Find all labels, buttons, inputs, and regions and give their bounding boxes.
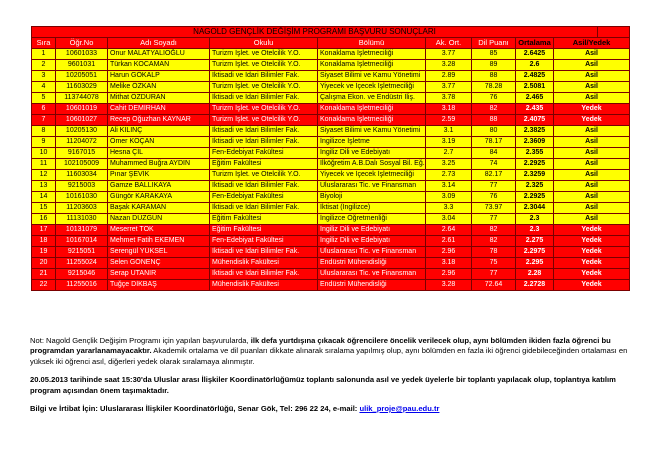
table-row bbox=[32, 104, 630, 115]
school-cell: Fen-Edebiyat Fakültesi bbox=[210, 236, 318, 247]
student-name-cell: Meserret TOK bbox=[108, 225, 210, 236]
department-cell: İngiliz Dili ve Edebiyatı bbox=[318, 225, 426, 236]
language-score-cell: 74 bbox=[472, 159, 516, 170]
status-cell: Yedek bbox=[554, 104, 630, 115]
table-row bbox=[32, 181, 630, 192]
col-header-ak-ort: Ak. Ort. bbox=[426, 38, 472, 49]
student-number-cell: 11255024 bbox=[56, 258, 108, 269]
table-header-row bbox=[32, 38, 630, 49]
department-cell: Endüstri Mühendisliği bbox=[318, 258, 426, 269]
table-row bbox=[32, 148, 630, 159]
student-name-cell: Serap UTANIR bbox=[108, 269, 210, 280]
language-score-cell: 77 bbox=[472, 181, 516, 192]
overall-average-cell: 2.6 bbox=[516, 60, 554, 71]
student-name-cell: Tuğçe DİKBAŞ bbox=[108, 280, 210, 291]
department-cell: Uluslararası Tic. ve Finansman bbox=[318, 181, 426, 192]
student-name-cell: Cahit DEMİRHAN bbox=[108, 104, 210, 115]
school-cell: Mühendislik Fakültesi bbox=[210, 280, 318, 291]
student-number-cell: 10601033 bbox=[56, 49, 108, 60]
school-cell: Mühendislik Fakültesi bbox=[210, 258, 318, 269]
col-header-adi-soyadi: Adı Soyadı bbox=[108, 38, 210, 49]
status-cell: Yedek bbox=[554, 269, 630, 280]
overall-average-cell: 2.275 bbox=[516, 236, 554, 247]
student-name-cell: Başak KARAMAN bbox=[108, 203, 210, 214]
selection-note bbox=[30, 336, 636, 367]
row-number-cell: 21 bbox=[32, 269, 56, 280]
student-name-cell: Güngör KARAKAYA bbox=[108, 192, 210, 203]
academic-average-cell: 2.73 bbox=[426, 170, 472, 181]
table-row bbox=[32, 71, 630, 82]
academic-average-cell: 3.04 bbox=[426, 214, 472, 225]
student-number-cell: 11603029 bbox=[56, 82, 108, 93]
row-number-cell: 8 bbox=[32, 126, 56, 137]
status-cell: Asil bbox=[554, 192, 630, 203]
school-cell: İktisadi ve İdari Bilimler Fak. bbox=[210, 269, 318, 280]
note-detail: Akademik ortalama ve dil puanları dikkate alınarak sıralama yapılmış olup, aynı bölümden en fazla iki öğrenci gidebileceğinden ortalaması en yüksek iki öğrenci asıl, diğerleri yedek olarak sıralamaya alınmıştır. bbox=[30, 346, 628, 366]
row-number-cell: 14 bbox=[32, 192, 56, 203]
student-name-cell: Melike ÖZKAN bbox=[108, 82, 210, 93]
student-number-cell: 10167014 bbox=[56, 236, 108, 247]
student-number-cell: 10601027 bbox=[56, 115, 108, 126]
status-cell: Asil bbox=[554, 93, 630, 104]
student-number-cell: 11203603 bbox=[56, 203, 108, 214]
contact-line: Bilgi ve İrtibat İçin: Uluslararası İlişkiler Koordinatörlüğü, Senar Gök, Tel: 296 22 24, e-mail: ulik_proje@pau.edu.tr bbox=[30, 404, 440, 414]
student-number-cell: 10161030 bbox=[56, 192, 108, 203]
school-cell: İktisadi ve İdari Bilimler Fak. bbox=[210, 181, 318, 192]
row-number-cell: 12 bbox=[32, 170, 56, 181]
status-cell: Yedek bbox=[554, 258, 630, 269]
student-name-cell: Ali KILINÇ bbox=[108, 126, 210, 137]
status-cell: Yedek bbox=[554, 280, 630, 291]
note-intro: Not: Nagold Gençlik Değişim Programı için yapılan başvurularda, bbox=[30, 336, 251, 345]
overall-average-cell: 2.3259 bbox=[516, 170, 554, 181]
student-name-cell: Recep Oğuzhan KAYNAR bbox=[108, 115, 210, 126]
student-number-cell: 10601019 bbox=[56, 104, 108, 115]
school-cell: Eğitim Fakültesi bbox=[210, 225, 318, 236]
student-number-cell: 11603034 bbox=[56, 170, 108, 181]
school-cell: Turizm İşlet. ve Otelcilik Y.O. bbox=[210, 49, 318, 60]
school-cell: Fen-Edebiyat Fakültesi bbox=[210, 148, 318, 159]
academic-average-cell: 3.77 bbox=[426, 49, 472, 60]
overall-average-cell: 2.5081 bbox=[516, 82, 554, 93]
row-number-cell: 11 bbox=[32, 159, 56, 170]
overall-average-cell: 2.435 bbox=[516, 104, 554, 115]
academic-average-cell: 3.18 bbox=[426, 104, 472, 115]
table-row bbox=[32, 126, 630, 137]
status-cell: Asil bbox=[554, 148, 630, 159]
row-number-cell: 10 bbox=[32, 148, 56, 159]
table-row bbox=[32, 203, 630, 214]
student-number-cell: 11255016 bbox=[56, 280, 108, 291]
row-number-cell: 18 bbox=[32, 236, 56, 247]
student-number-cell: 10205051 bbox=[56, 71, 108, 82]
table-row bbox=[32, 159, 630, 170]
school-cell: Turizm İşlet. ve Otelcilik Y.O. bbox=[210, 60, 318, 71]
student-name-cell: Mehmet Fatih EKEMEN bbox=[108, 236, 210, 247]
department-cell: Konaklama İşletmeciliği bbox=[318, 104, 426, 115]
language-score-cell: 77 bbox=[472, 214, 516, 225]
email-link[interactable]: ulik_proje@pau.edu.tr bbox=[359, 404, 440, 414]
student-number-cell: 9215046 bbox=[56, 269, 108, 280]
student-name-cell: Mithat ÖZDURAN bbox=[108, 93, 210, 104]
row-number-cell: 19 bbox=[32, 247, 56, 258]
status-cell: Yedek bbox=[554, 247, 630, 258]
academic-average-cell: 3.78 bbox=[426, 93, 472, 104]
row-number-cell: 7 bbox=[32, 115, 56, 126]
table-row bbox=[32, 93, 630, 104]
department-cell: Yiyecek ve İçecek İşletmeciliği bbox=[318, 170, 426, 181]
department-cell: Yiyecek ve İçecek İşletmeciliği bbox=[318, 82, 426, 93]
language-score-cell: 76 bbox=[472, 192, 516, 203]
student-name-cell: Nazan DÜZGÜN bbox=[108, 214, 210, 225]
student-name-cell: Harun GÖKALP bbox=[108, 71, 210, 82]
status-cell: Asil bbox=[554, 181, 630, 192]
status-cell: Asil bbox=[554, 60, 630, 71]
academic-average-cell: 3.18 bbox=[426, 258, 472, 269]
status-cell: Yedek bbox=[554, 236, 630, 247]
col-header-bolumu: Bölümü bbox=[318, 38, 426, 49]
school-cell: Turizm İşlet. ve Otelcilik Y.O. bbox=[210, 104, 318, 115]
row-number-cell: 13 bbox=[32, 181, 56, 192]
meeting-note: 20.05.2013 tarihinde saat 15:30'da Uluslar arası İlişkiler Koordinatörlüğümüz toplantı salonunda asıl ve yedek üyelerle bir toplantı yapılacak olup, toplantıya katılım program açısından önem taşımaktadır. bbox=[30, 375, 616, 395]
language-score-cell: 82.17 bbox=[472, 170, 516, 181]
language-score-cell: 82 bbox=[472, 225, 516, 236]
academic-average-cell: 3.1 bbox=[426, 126, 472, 137]
department-cell: İngiliz Dili ve Edebiyatı bbox=[318, 236, 426, 247]
student-name-cell: Selen GÖNENÇ bbox=[108, 258, 210, 269]
school-cell: İktisadi ve İdari Bilimler Fak. bbox=[210, 137, 318, 148]
language-score-cell: 76 bbox=[472, 93, 516, 104]
status-cell: Asil bbox=[554, 82, 630, 93]
results-table bbox=[31, 26, 630, 291]
student-number-cell: 9215003 bbox=[56, 181, 108, 192]
language-score-cell: 78.28 bbox=[472, 82, 516, 93]
student-name-cell: Muhammed Buğra AYDIN bbox=[108, 159, 210, 170]
col-header-dil-puani: Dil Puanı bbox=[472, 38, 516, 49]
language-score-cell: 88 bbox=[472, 115, 516, 126]
language-score-cell: 72.64 bbox=[472, 280, 516, 291]
academic-average-cell: 3.28 bbox=[426, 280, 472, 291]
school-cell: Turizm İşlet. ve Otelcilik Y.O. bbox=[210, 115, 318, 126]
student-number-cell: 113744078 bbox=[56, 93, 108, 104]
department-cell: Endüstri Mühendisliği bbox=[318, 280, 426, 291]
overall-average-cell: 2.3 bbox=[516, 225, 554, 236]
department-cell: Konaklama İşletmeciliği bbox=[318, 60, 426, 71]
school-cell: İktisadi ve İdari Bilimler Fak. bbox=[210, 71, 318, 82]
student-number-cell: 9215051 bbox=[56, 247, 108, 258]
table-row bbox=[32, 225, 630, 236]
overall-average-cell: 2.4825 bbox=[516, 71, 554, 82]
student-name-cell: Serengül YÜKSEL bbox=[108, 247, 210, 258]
department-cell: İktisat (İngilizce) bbox=[318, 203, 426, 214]
language-score-cell: 77 bbox=[472, 269, 516, 280]
academic-average-cell: 3.28 bbox=[426, 60, 472, 71]
language-score-cell: 78 bbox=[472, 247, 516, 258]
overall-average-cell: 2.2975 bbox=[516, 247, 554, 258]
student-name-cell: Pınar ŞEVİK bbox=[108, 170, 210, 181]
note-emphasis: ilk defa yurtdışına çıkacak öğrencilere öncelik verilecek olup, aynı bölümden ikiden fazla öğrenci bu programdan yararlanamayacaktır. bbox=[30, 336, 611, 356]
status-cell: Asil bbox=[554, 170, 630, 181]
table-row bbox=[32, 192, 630, 203]
table-row bbox=[32, 82, 630, 93]
language-score-cell: 85 bbox=[472, 49, 516, 60]
department-cell: Çalışma Ekon. ve Endüstri İliş. bbox=[318, 93, 426, 104]
row-number-cell: 20 bbox=[32, 258, 56, 269]
school-cell: Turizm İşlet. ve Otelcilik Y.O. bbox=[210, 170, 318, 181]
student-number-cell: 9601031 bbox=[56, 60, 108, 71]
status-cell: Asil bbox=[554, 137, 630, 148]
department-cell: İlköğretim A.B.Dalı Sosyal Bil. Eğ. bbox=[318, 159, 426, 170]
table-row bbox=[32, 170, 630, 181]
row-number-cell: 1 bbox=[32, 49, 56, 60]
school-cell: Eğitim Fakültesi bbox=[210, 214, 318, 225]
overall-average-cell: 2.3609 bbox=[516, 137, 554, 148]
language-score-cell: 73.97 bbox=[472, 203, 516, 214]
overall-average-cell: 2.295 bbox=[516, 258, 554, 269]
overall-average-cell: 2.325 bbox=[516, 181, 554, 192]
overall-average-cell: 2.28 bbox=[516, 269, 554, 280]
language-score-cell: 75 bbox=[472, 258, 516, 269]
language-score-cell: 82 bbox=[472, 236, 516, 247]
department-cell: Siyaset Bilimi ve Kamu Yönetimi bbox=[318, 71, 426, 82]
language-score-cell: 88 bbox=[472, 71, 516, 82]
academic-average-cell: 3.3 bbox=[426, 203, 472, 214]
department-cell: İngiliz Dili ve Edebiyatı bbox=[318, 148, 426, 159]
row-number-cell: 2 bbox=[32, 60, 56, 71]
overall-average-cell: 2.2925 bbox=[516, 159, 554, 170]
overall-average-cell: 2.2728 bbox=[516, 280, 554, 291]
student-name-cell: Türkan KOCAMAN bbox=[108, 60, 210, 71]
col-header-asil-yedek: Asil/Yedek bbox=[554, 38, 630, 49]
status-cell: Asil bbox=[554, 126, 630, 137]
academic-average-cell: 3.25 bbox=[426, 159, 472, 170]
table-row bbox=[32, 49, 630, 60]
status-cell: Asil bbox=[554, 49, 630, 60]
school-cell: Fen-Edebiyat Fakültesi bbox=[210, 192, 318, 203]
title-blank-cell bbox=[598, 27, 630, 38]
row-number-cell: 15 bbox=[32, 203, 56, 214]
status-cell: Asil bbox=[554, 214, 630, 225]
school-cell: İktisadi ve İdari Bilimler Fak. bbox=[210, 203, 318, 214]
row-number-cell: 5 bbox=[32, 93, 56, 104]
table-title-row bbox=[32, 27, 630, 38]
academic-average-cell: 2.96 bbox=[426, 247, 472, 258]
student-number-cell: 11204072 bbox=[56, 137, 108, 148]
status-cell: Asil bbox=[554, 71, 630, 82]
table-row bbox=[32, 258, 630, 269]
overall-average-cell: 2.2925 bbox=[516, 192, 554, 203]
overall-average-cell: 2.3044 bbox=[516, 203, 554, 214]
table-row bbox=[32, 137, 630, 148]
department-cell: Biyoloji bbox=[318, 192, 426, 203]
table-row bbox=[32, 214, 630, 225]
status-cell: Yedek bbox=[554, 115, 630, 126]
student-number-cell: 11131030 bbox=[56, 214, 108, 225]
student-name-cell: Onur MALATYALIOĞLU bbox=[108, 49, 210, 60]
overall-average-cell: 2.6425 bbox=[516, 49, 554, 60]
row-number-cell: 16 bbox=[32, 214, 56, 225]
school-cell: İktisadi ve İdari Bilimler Fak. bbox=[210, 93, 318, 104]
language-score-cell: 84 bbox=[472, 148, 516, 159]
notes-section bbox=[30, 336, 636, 414]
student-name-cell: Gamze BALLIKAYA bbox=[108, 181, 210, 192]
overall-average-cell: 2.3825 bbox=[516, 126, 554, 137]
school-cell: Eğitim Fakültesi bbox=[210, 159, 318, 170]
row-number-cell: 3 bbox=[32, 71, 56, 82]
department-cell: Uluslararası Tic. ve Finansman bbox=[318, 269, 426, 280]
language-score-cell: 89 bbox=[472, 60, 516, 71]
col-header-ogr-no: Öğr.No bbox=[56, 38, 108, 49]
language-score-cell: 78.17 bbox=[472, 137, 516, 148]
overall-average-cell: 2.3 bbox=[516, 214, 554, 225]
col-header-sira: Sıra bbox=[32, 38, 56, 49]
status-cell: Asil bbox=[554, 159, 630, 170]
student-name-cell: Ömer KOÇAN bbox=[108, 137, 210, 148]
student-number-cell: 102105009 bbox=[56, 159, 108, 170]
student-name-cell: Hesna ÇİL bbox=[108, 148, 210, 159]
academic-average-cell: 2.64 bbox=[426, 225, 472, 236]
academic-average-cell: 2.7 bbox=[426, 148, 472, 159]
academic-average-cell: 2.61 bbox=[426, 236, 472, 247]
academic-average-cell: 2.59 bbox=[426, 115, 472, 126]
student-number-cell: 10205130 bbox=[56, 126, 108, 137]
department-cell: İngilizce İşletme bbox=[318, 137, 426, 148]
table-row bbox=[32, 247, 630, 258]
table-row bbox=[32, 60, 630, 71]
status-cell: Yedek bbox=[554, 225, 630, 236]
row-number-cell: 6 bbox=[32, 104, 56, 115]
table-row bbox=[32, 236, 630, 247]
overall-average-cell: 2.465 bbox=[516, 93, 554, 104]
academic-average-cell: 3.77 bbox=[426, 82, 472, 93]
table-title: NAGOLD GENÇLİK DEĞİŞİM PROGRAMI BAŞVURU SONUÇLARI bbox=[32, 27, 598, 38]
school-cell: İktisadi ve İdari Bilimler Fak. bbox=[210, 126, 318, 137]
table-row bbox=[32, 115, 630, 126]
academic-average-cell: 3.14 bbox=[426, 181, 472, 192]
school-cell: İktisadi ve İdari Bilimler Fak. bbox=[210, 247, 318, 258]
table-row bbox=[32, 269, 630, 280]
academic-average-cell: 3.19 bbox=[426, 137, 472, 148]
academic-average-cell: 2.96 bbox=[426, 269, 472, 280]
department-cell: Uluslararası Tic. ve Finansman bbox=[318, 247, 426, 258]
school-cell: Turizm İşlet. ve Otelcilik Y.O. bbox=[210, 82, 318, 93]
row-number-cell: 4 bbox=[32, 82, 56, 93]
row-number-cell: 17 bbox=[32, 225, 56, 236]
table-row bbox=[32, 280, 630, 291]
department-cell: Siyaset Bilimi ve Kamu Yönetimi bbox=[318, 126, 426, 137]
department-cell: Konaklama İşletmeciliği bbox=[318, 49, 426, 60]
academic-average-cell: 3.09 bbox=[426, 192, 472, 203]
student-number-cell: 9167015 bbox=[56, 148, 108, 159]
col-header-okulu: Okulu bbox=[210, 38, 318, 49]
overall-average-cell: 2.355 bbox=[516, 148, 554, 159]
row-number-cell: 9 bbox=[32, 137, 56, 148]
col-header-ortalama: Ortalama bbox=[516, 38, 554, 49]
overall-average-cell: 2.4075 bbox=[516, 115, 554, 126]
department-cell: İngilizce Öğretmenliği bbox=[318, 214, 426, 225]
status-cell: Asil bbox=[554, 203, 630, 214]
student-number-cell: 10131079 bbox=[56, 225, 108, 236]
department-cell: Konaklama İşletmeciliği bbox=[318, 115, 426, 126]
table-body bbox=[32, 49, 630, 291]
language-score-cell: 80 bbox=[472, 126, 516, 137]
row-number-cell: 22 bbox=[32, 280, 56, 291]
language-score-cell: 82 bbox=[472, 104, 516, 115]
academic-average-cell: 2.89 bbox=[426, 71, 472, 82]
